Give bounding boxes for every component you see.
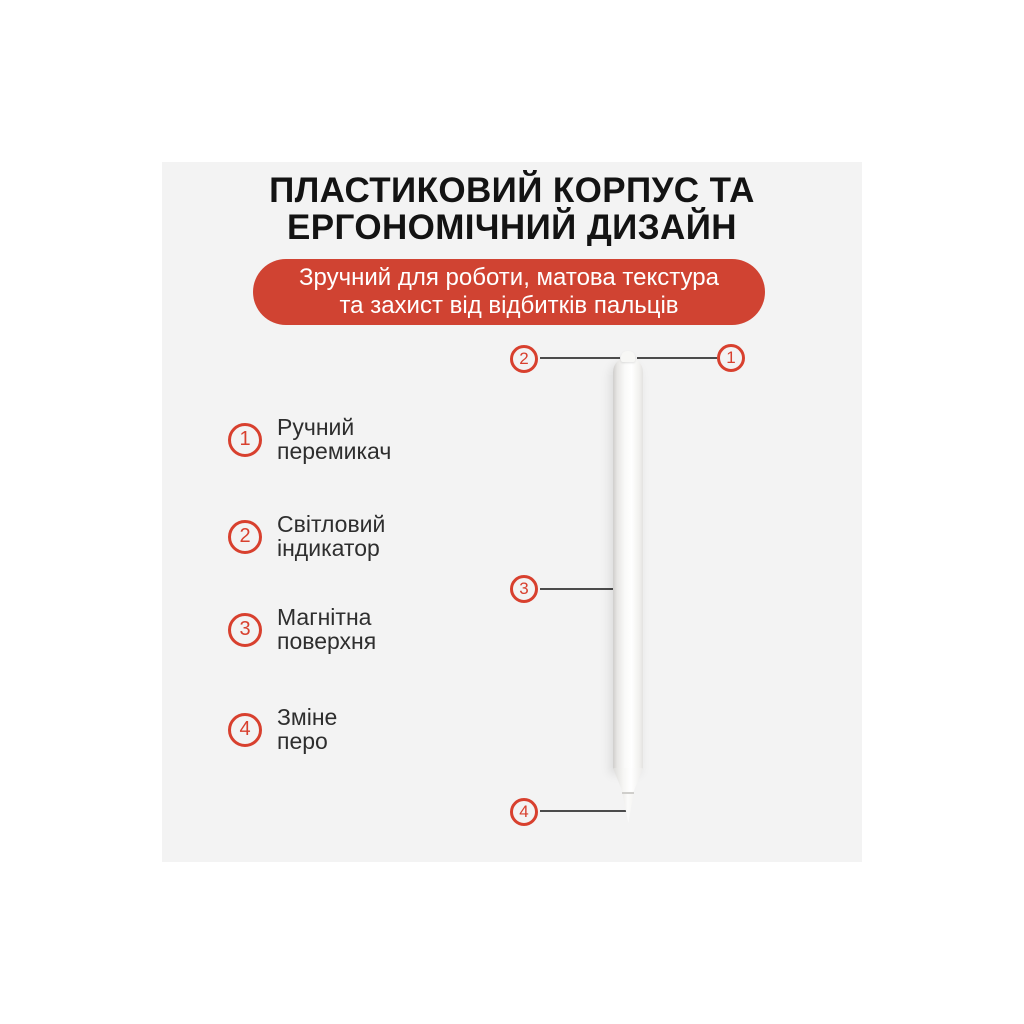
- feature-4-label-line-1: Зміне: [277, 704, 338, 730]
- subtitle-banner: [253, 259, 765, 325]
- page-title-line-2: ЕРГОНОМІЧНИЙ ДИЗАЙН: [287, 208, 737, 247]
- feature-item-1: [228, 416, 391, 463]
- callout-badge-3-icon: 3: [510, 575, 538, 603]
- feature-4-label-line-2: перо: [277, 727, 328, 754]
- page-title-line-1: ПЛАСТИКОВИЙ КОРПУС ТА: [269, 171, 755, 210]
- feature-4-number-badge-icon: 4: [228, 713, 262, 747]
- feature-2-label: [277, 513, 385, 560]
- feature-2-label-line-2: індикатор: [277, 534, 380, 561]
- feature-item-2: [228, 513, 385, 560]
- feature-1-number-badge-icon: 1: [228, 423, 262, 457]
- feature-3-label-line-1: Магнітна: [277, 604, 372, 630]
- feature-3-number-badge-icon: 3: [228, 613, 262, 647]
- callout-badge-4-icon: 4: [510, 798, 538, 826]
- feature-1-label: [277, 416, 391, 463]
- feature-1-label-line-1: Ручний: [277, 414, 355, 440]
- connector-line-callout-2: [540, 357, 620, 359]
- subtitle-banner-line-1: Зручний для роботи, матова текстура: [299, 264, 719, 291]
- feature-2-label-line-1: Світловий: [277, 511, 386, 537]
- feature-4-label: [277, 706, 337, 753]
- subtitle-banner-line-2: та захист від відбитків пальців: [339, 292, 679, 319]
- stylus-body: [613, 357, 643, 769]
- feature-item-4: [228, 706, 337, 753]
- feature-1-label-line-2: перемикач: [277, 437, 392, 464]
- callout-badge-1-icon: 1: [717, 344, 745, 372]
- feature-3-label: [277, 606, 376, 653]
- connector-line-callout-1: [637, 357, 717, 359]
- feature-2-number-badge-icon: 2: [228, 520, 262, 554]
- feature-3-label-line-2: поверхня: [277, 627, 377, 654]
- callout-badge-2-icon: 2: [510, 345, 538, 373]
- feature-item-3: [228, 606, 376, 653]
- connector-line-callout-4: [540, 810, 629, 812]
- stylus-tip-joint-line: [622, 792, 634, 794]
- stylus-cap-nub: [621, 351, 635, 362]
- page-title: [162, 172, 862, 246]
